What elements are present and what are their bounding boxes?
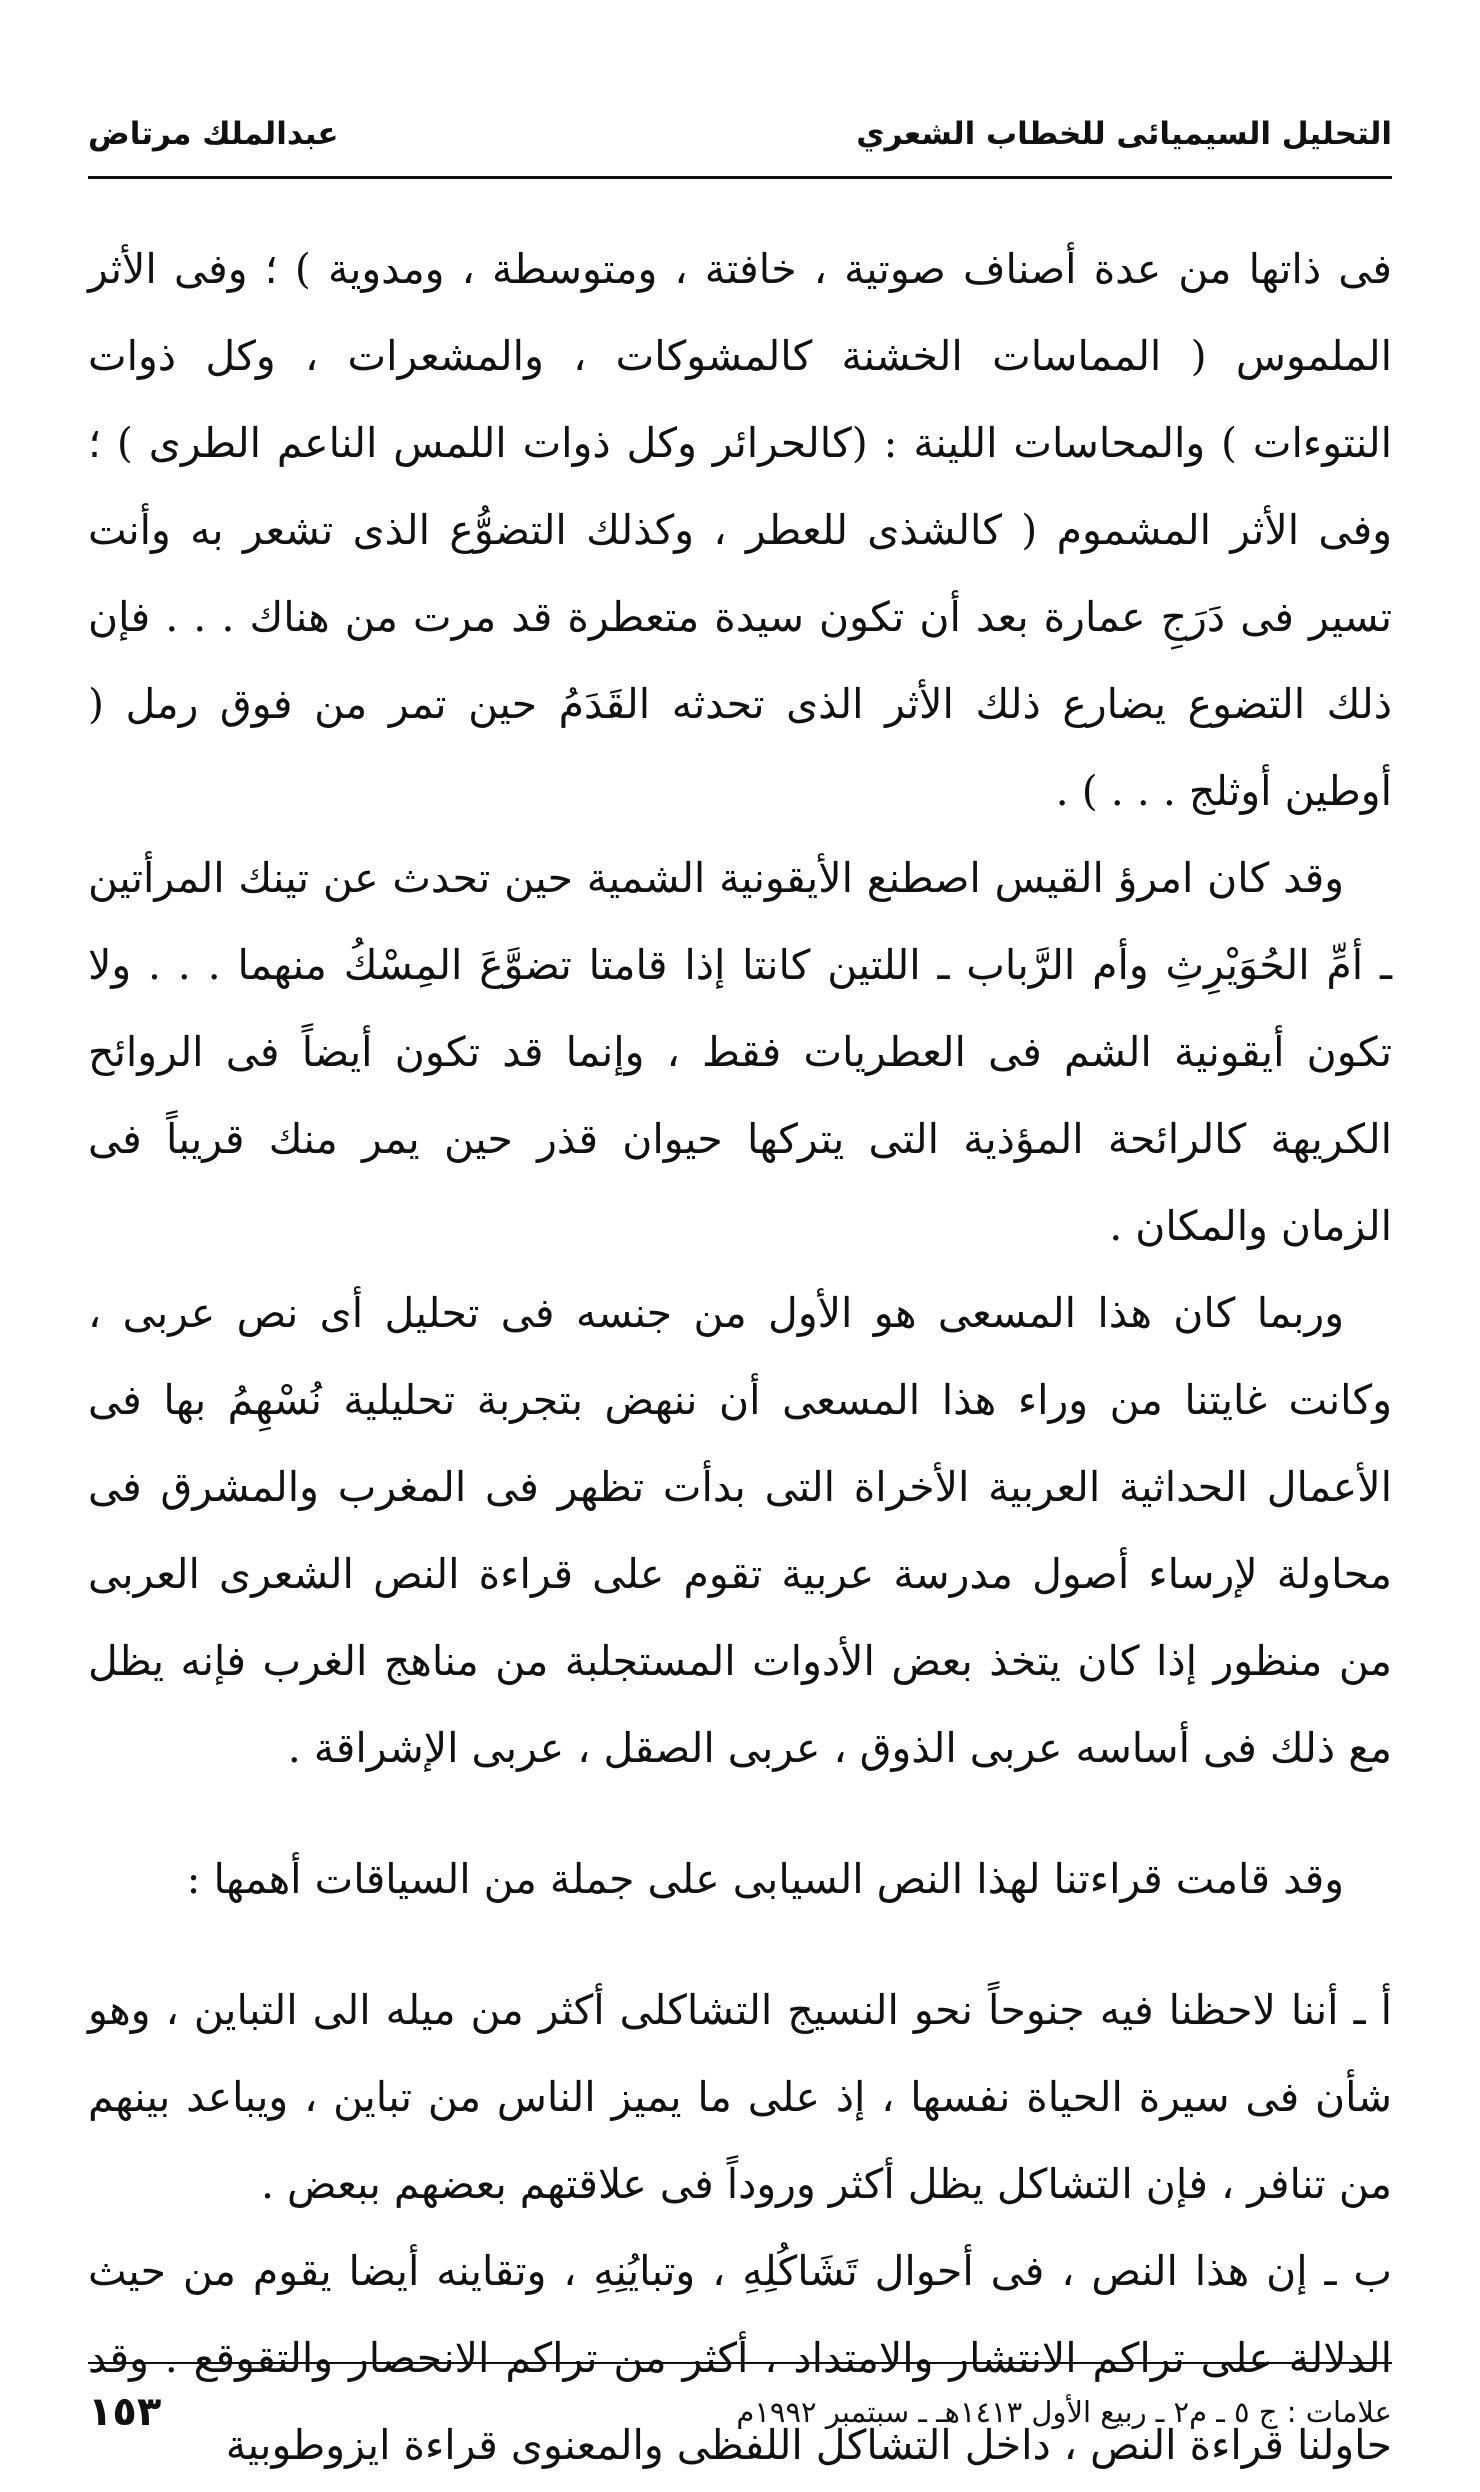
- book-title: التحليل السيميائى للخطاب الشعري: [856, 116, 1392, 152]
- author-name: عبدالملك مرتاض: [88, 116, 339, 152]
- paragraph-imru-al-qays: وقد كان امرؤ القيس اصطنع الأيقونية الشمية حين تحدث عن تينك المرأتين ـ أمِّ الحُوَيْرِثِ وأم الرَّباب ـ اللتين كانتا إذا قامتا تضوَّعَ المِسْكُ منهما . . . ولا تكون أيقونية الشم فى العطريات فقط ، وإنما قد تكون أيضاً فى الروائح الكريهة كالرائحة المؤذية التى يتركها حيوان قذر حين يمر منك قريباً فى الزمان والمكان .: [88, 854, 1392, 1250]
- journal-citation: علامات : ج ٥ ـ م٢ ـ ربيع الأول ١٤١٣هـ ـ سبتمبر ١٩٩٢م: [736, 2395, 1392, 2429]
- footer-divider: [88, 2362, 1392, 2364]
- body-text: [88, 226, 1392, 2489]
- paragraph-approach: وربما كان هذا المسعى هو الأول من جنسه فى تحليل أى نص عربى ، وكانت غايتنا من وراء هذا المسعى أن ننهض بتجربة تحليلية نُسْهِمُ بها فى الأعمال الحداثية العربية الأخراة التى بدأت تظهر فى المغرب والمشرق فى محاولة لإرساء أصول مدرسة عربية تقوم على قراءة النص الشعرى العربى من منظور إذا كان يتخذ بعض الأدوات المستجلبة من مناهج الغرب فإنه يظل مع ذلك فى أساسه عربى الذوق ، عربى الصقل ، عربى الإشراقة .: [88, 1289, 1392, 1772]
- header-divider: [88, 176, 1392, 179]
- page-footer: [88, 2384, 1392, 2440]
- paragraph-contexts-intro: وقد قامت قراءتنا لهذا النص السيابى على جملة من السياقات أهمها :: [186, 1855, 1344, 1903]
- page-number: ١٥٣: [88, 2389, 162, 2435]
- paragraph-continuation: فى ذاتها من عدة أصناف صوتية ، خافتة ، ومتوسطة ، ومدوية ) ؛ وفى الأثر الملموس ( المماسات الخشنة كالمشوكات ، والمشعرات ، وكل ذوات النتوءات ) والمحاسات اللينة : (كالحرائر وكل ذوات اللمس الناعم الطرى ) ؛ وفى الأثر المشموم ( كالشذى للعطر ، وكذلك التضوُّع الذى تشعر به وأنت تسير فى دَرَجِ عمارة بعد أن تكون سيدة متعطرة قد مرت من هناك . . . فإن ذلك التضوع يضارع ذلك الأثر الذى تحدثه القَدَمُ حين تمر من فوق رمل ( أوطين أوثلج . . . ) .: [88, 245, 1392, 815]
- list-item-b: ب ـ إن هذا النص ، فى أحوال تَشَاكُلِهِ ، وتبايُنِهِ ، وتقاينه أيضا يقوم من حيث الدلالة على تراكم الانتشار والامتداد ، أكثر من تراكم الانحصار والتقوقع . وقد حاولنا قراءة النص ، داخل التشاكل اللفظى والمعنوى قراءة ايزوطوبية: [88, 2247, 1392, 2469]
- running-header: [88, 104, 1392, 164]
- paragraph-gap: [88, 1923, 1392, 1967]
- list-item-a: أ ـ أننا لاحظنا فيه جنوحاً نحو النسيج التشاكلى أكثر من ميله الى التباين ، وهو شأن فى سيرة الحياة نفسها ، إذ على ما يميز الناس من تباين ، ويباعد بينهم من تنافر ، فإن التشاكل يظل أكثر وروداً فى علاقتهم بعضهم ببعض .: [88, 1986, 1392, 2208]
- paragraph-gap: [88, 1792, 1392, 1836]
